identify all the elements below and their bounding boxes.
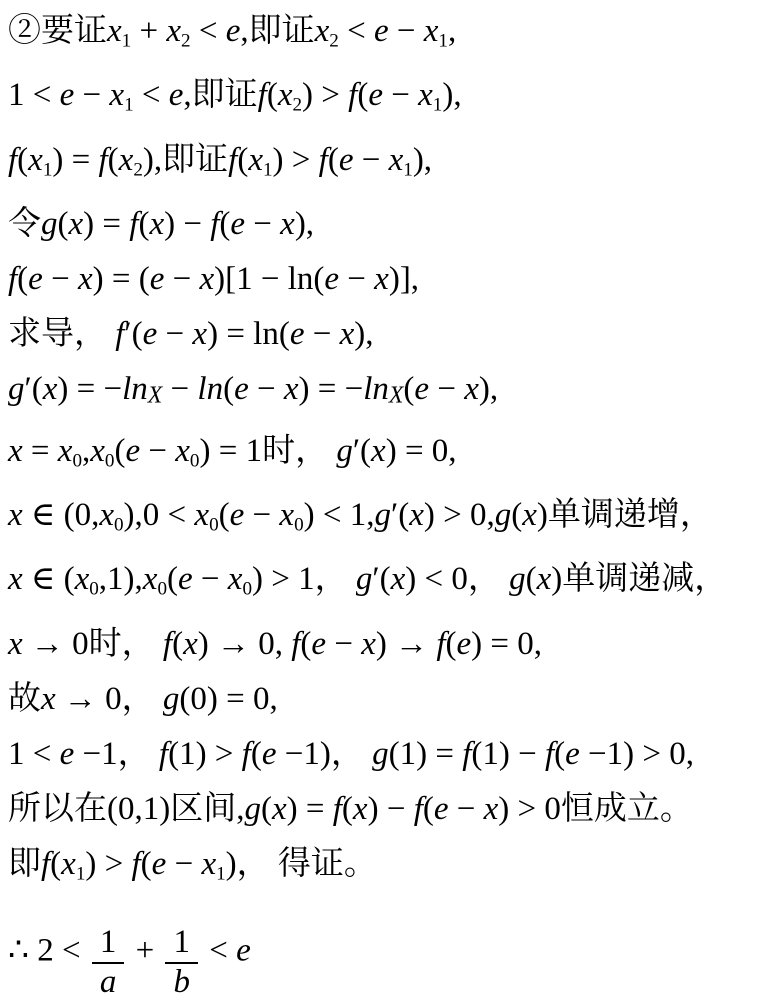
math-line <box>8 782 779 837</box>
math-segment: x <box>423 13 439 49</box>
math-segment: ), <box>294 206 315 243</box>
math-segment: − <box>140 432 176 469</box>
math-segment: − <box>157 316 193 353</box>
math-segment: x <box>418 77 433 114</box>
math-segment: ( <box>266 77 278 114</box>
math-segment: ) − <box>367 790 414 827</box>
math-segment: )], <box>388 261 420 298</box>
math-segment: 即 <box>8 845 41 882</box>
math-segment: − <box>326 625 362 662</box>
math-segment: ∈ (0, <box>22 496 100 533</box>
math-segment: e <box>28 261 43 298</box>
math-segment: x <box>68 206 84 243</box>
math-segment: 所以在(0,1)区间, <box>8 790 245 827</box>
math-segment: )， 得证。 <box>225 845 377 882</box>
math-segment: → 0时， <box>22 625 163 662</box>
math-segment: x <box>99 496 114 533</box>
math-segment: x <box>536 561 552 598</box>
fraction-numerator: 1 <box>165 925 198 964</box>
math-segment: x <box>522 496 537 533</box>
math-segment: (1) − <box>471 735 545 772</box>
math-segment: − <box>353 141 389 178</box>
math-segment: x <box>277 77 293 114</box>
math-segment: f <box>8 141 18 178</box>
math-segment: − <box>382 77 419 114</box>
math-segment: e <box>59 77 75 114</box>
math-lines-container <box>8 4 779 1000</box>
math-segment: f <box>98 141 108 178</box>
math-segment: 1 <box>75 862 86 884</box>
math-segment: e <box>338 141 354 178</box>
math-segment: ),即证 <box>142 141 229 178</box>
math-segment: ∴ 2 < <box>8 932 89 969</box>
math-line <box>8 197 779 252</box>
math-segment: f <box>241 735 251 772</box>
math-segment: x <box>464 371 479 408</box>
math-segment: x <box>361 625 376 662</box>
math-segment: ( <box>114 432 126 469</box>
math-segment: f <box>436 625 446 662</box>
math-segment: x <box>77 261 93 298</box>
math-segment: 0 <box>89 578 99 600</box>
math-segment: )单调递增， <box>536 496 713 533</box>
math-segment: f <box>210 206 220 243</box>
math-segment: x <box>352 790 368 827</box>
math-segment: e <box>230 206 246 243</box>
math-segment: ( <box>218 496 230 533</box>
math-segment: x <box>8 432 23 469</box>
math-segment: ) = 0, <box>471 625 543 662</box>
math-segment: ( <box>17 141 29 178</box>
math-segment: x <box>388 141 404 178</box>
math-segment: f <box>228 141 238 178</box>
math-segment: x <box>74 561 90 598</box>
math-segment: g <box>336 432 353 469</box>
math-segment: ) > <box>85 845 132 882</box>
math-segment: 1 < <box>8 77 60 114</box>
math-segment: ln <box>363 371 389 408</box>
math-segment: x <box>28 141 43 178</box>
math-segment: e <box>565 735 580 772</box>
math-segment: f <box>332 790 342 827</box>
math-segment: f <box>257 77 267 114</box>
math-segment: ( <box>357 77 369 114</box>
math-segment: − <box>429 371 465 408</box>
math-segment: ) = <box>52 141 99 178</box>
math-segment: = <box>22 432 58 469</box>
math-segment: ( <box>250 735 262 772</box>
math-segment: f <box>291 625 301 662</box>
math-segment: x <box>248 141 263 178</box>
math-segment: ( <box>525 561 537 598</box>
math-segment: − <box>245 206 281 243</box>
math-segment: < <box>133 77 169 114</box>
math-segment: x <box>339 316 355 353</box>
math-segment: 0 <box>209 514 219 536</box>
math-segment: ( <box>167 561 179 598</box>
math-segment: 2 <box>181 30 191 52</box>
math-segment: f <box>318 141 328 178</box>
math-segment: ②要证 <box>8 13 107 49</box>
math-segment: x <box>390 561 406 598</box>
math-segment: X <box>388 382 404 409</box>
math-segment: ( <box>57 206 69 243</box>
math-segment: x <box>149 206 165 243</box>
math-segment: ) = ln( <box>207 316 290 353</box>
math-segment: 1 <box>124 94 134 116</box>
math-segment: x <box>175 432 190 469</box>
math-segment: ( <box>554 735 566 772</box>
math-segment: − <box>164 261 200 298</box>
math-segment: f <box>8 261 18 298</box>
math-segment: f <box>158 735 169 772</box>
math-segment: g <box>509 561 526 598</box>
math-segment: f <box>462 735 472 772</box>
math-segment: x <box>41 680 56 717</box>
math-segment: + <box>127 932 163 969</box>
math-segment: ′( <box>372 561 391 598</box>
math-segment: ( <box>219 206 231 243</box>
math-segment: ), <box>442 77 462 114</box>
math-segment: ln <box>197 371 224 408</box>
math-segment: 0 <box>104 449 115 471</box>
math-segment: e <box>368 77 383 114</box>
math-segment: x <box>166 13 181 49</box>
math-segment: ) = − <box>57 371 123 408</box>
math-segment: f <box>544 735 555 772</box>
math-segment: 0 <box>113 514 124 536</box>
math-line <box>8 727 779 782</box>
math-segment: 1 < <box>8 735 60 772</box>
math-segment: e <box>261 735 277 772</box>
math-segment: x <box>483 790 499 827</box>
math-segment: ′( <box>352 432 372 469</box>
math-segment: ,即证 <box>240 13 315 49</box>
math-segment: −1)， <box>276 735 373 772</box>
math-segment: − <box>42 261 78 298</box>
math-segment: f <box>348 77 358 114</box>
math-segment: )[1 − ln( <box>214 261 325 298</box>
math-line <box>8 901 779 1000</box>
math-segment: f <box>131 845 141 882</box>
math-segment: x <box>109 77 125 114</box>
math-segment: e <box>236 932 251 969</box>
math-segment: x <box>183 625 198 662</box>
math-segment: ) = 1时， <box>199 432 337 469</box>
math-segment: 2 <box>292 94 303 116</box>
math-segment: ) = <box>83 206 130 243</box>
math-segment: e <box>324 261 340 298</box>
math-segment: g <box>8 371 25 408</box>
math-segment: ),0 < <box>123 496 195 533</box>
math-segment: ) − <box>164 206 211 243</box>
math-segment: g <box>494 496 512 533</box>
math-segment: 令 <box>8 206 41 243</box>
math-segment: 1 <box>403 159 413 181</box>
math-segment: ) > <box>272 141 319 178</box>
math-segment: − <box>74 77 110 114</box>
math-segment: (1) > <box>168 735 242 772</box>
math-segment: e <box>151 845 167 882</box>
math-line <box>8 252 779 307</box>
math-segment: ( <box>140 845 152 882</box>
math-line <box>8 307 779 362</box>
math-segment: ) > <box>302 77 349 114</box>
math-segment: (0) = 0, <box>179 680 278 717</box>
math-line <box>8 362 779 424</box>
math-segment: ′( <box>124 316 143 353</box>
math-segment: x <box>107 13 122 49</box>
math-segment: < <box>190 13 226 49</box>
math-segment: g <box>355 561 373 598</box>
math-segment: ), <box>354 316 374 353</box>
math-segment: 0 <box>294 514 304 536</box>
math-segment: 2 <box>329 30 339 52</box>
math-segment: ) < 0， <box>405 561 510 598</box>
math-segment: ln <box>122 371 148 408</box>
math-segment: x <box>279 496 295 533</box>
math-segment: 0 <box>157 578 168 600</box>
math-segment: x <box>227 561 243 598</box>
math-segment: 0 <box>242 578 253 600</box>
math-segment: → 0， <box>55 680 163 717</box>
math-segment: ( <box>403 371 415 408</box>
math-segment: ( <box>300 625 312 662</box>
fraction-denominator: a <box>99 963 117 1000</box>
math-segment: )单调递减， <box>551 561 728 598</box>
math-segment: e <box>373 13 389 49</box>
math-segment: f <box>162 625 173 662</box>
math-line <box>8 488 779 552</box>
math-segment: x <box>201 845 217 882</box>
math-segment: x <box>371 432 386 469</box>
math-segment: e <box>59 735 75 772</box>
math-segment: g <box>41 206 58 243</box>
fraction-numerator: 1 <box>92 925 125 964</box>
math-segment: g <box>244 790 261 827</box>
math-segment: e <box>414 371 430 408</box>
math-segment: e <box>168 77 184 114</box>
math-segment: g <box>372 735 389 772</box>
math-segment: , <box>82 432 91 469</box>
math-line <box>8 837 779 901</box>
math-segment: e <box>433 790 449 827</box>
math-segment: X <box>147 382 163 409</box>
math-segment: ) = 0, <box>385 432 457 469</box>
math-segment: ( <box>445 625 457 662</box>
math-segment: (1) = <box>388 735 463 772</box>
math-segment: e <box>142 316 158 353</box>
math-segment: x <box>8 625 23 662</box>
math-segment: − <box>339 261 375 298</box>
math-segment: ) = ( <box>92 261 150 298</box>
math-segment: − <box>388 13 424 49</box>
math-segment: ), <box>412 141 433 178</box>
math-segment: x <box>192 316 208 353</box>
math-segment: 故 <box>8 680 41 717</box>
math-segment: ( <box>260 790 272 827</box>
math-segment: x <box>374 261 389 298</box>
math-segment: ( <box>223 371 235 408</box>
math-segment: < <box>338 13 374 49</box>
math-segment: 1 <box>216 862 226 884</box>
math-line <box>8 68 779 132</box>
math-segment: f <box>41 845 51 882</box>
math-segment: 1 <box>42 159 53 181</box>
math-segment: e <box>225 13 241 49</box>
math-segment: 求导， <box>8 316 116 353</box>
math-segment: g <box>162 680 180 717</box>
math-segment: ′( <box>24 371 43 408</box>
math-segment: x <box>194 496 210 533</box>
math-segment: x <box>57 432 73 469</box>
math-segment: ( <box>172 625 184 662</box>
math-segment: e <box>149 261 165 298</box>
math-segment: x <box>314 13 330 49</box>
math-line <box>8 424 779 488</box>
math-segment: ) > 0, <box>423 496 495 533</box>
math-segment: e <box>125 432 141 469</box>
math-segment: x <box>118 141 134 178</box>
math-segment: 1 <box>262 159 273 181</box>
math-segment: ) > 0恒成立。 <box>498 790 693 827</box>
math-segment: ) > 1， <box>252 561 356 598</box>
math-segment: ) < 1, <box>303 496 375 533</box>
math-segment: x <box>409 496 424 533</box>
math-line <box>8 4 779 68</box>
math-segment: x <box>283 371 299 408</box>
math-segment: ( <box>17 261 29 298</box>
math-segment: ( <box>511 496 523 533</box>
math-segment: x <box>199 261 215 298</box>
fraction-denominator: b <box>173 963 190 1000</box>
math-segment: ′( <box>390 496 410 533</box>
math-segment: ( <box>50 845 62 882</box>
math-segment: x <box>42 371 58 408</box>
math-segment: x <box>271 790 287 827</box>
math-segment: ( <box>327 141 339 178</box>
math-segment: x <box>142 561 158 598</box>
math-segment: e <box>229 496 245 533</box>
math-segment: ∈ ( <box>22 561 75 598</box>
math-segment: − <box>304 316 340 353</box>
math-segment: f <box>413 790 423 827</box>
math-segment: f <box>129 206 139 243</box>
math-segment: + <box>131 13 167 49</box>
math-segment: − <box>244 496 280 533</box>
math-line <box>8 552 779 616</box>
math-segment: x <box>61 845 76 882</box>
math-segment: −1， <box>74 735 159 772</box>
math-segment: ( <box>237 141 249 178</box>
fraction <box>92 925 125 1000</box>
math-line <box>8 617 779 672</box>
math-segment: ,即证 <box>183 77 258 114</box>
math-line <box>8 133 779 197</box>
math-segment: − <box>166 845 202 882</box>
math-segment: 1 <box>438 30 448 52</box>
math-segment: ,1), <box>98 561 143 598</box>
math-segment: ( <box>107 141 119 178</box>
math-segment: − <box>192 561 228 598</box>
math-segment: e <box>178 561 193 598</box>
math-segment: f <box>115 316 125 353</box>
math-line <box>8 672 779 727</box>
math-segment: x <box>90 432 105 469</box>
math-segment: ), <box>478 371 499 408</box>
math-segment: − <box>162 371 198 408</box>
math-segment: x <box>8 561 23 598</box>
fraction <box>165 925 198 1000</box>
math-segment: ( <box>138 206 150 243</box>
math-segment: ( <box>422 790 434 827</box>
math-segment: x <box>280 206 295 243</box>
math-segment: − <box>248 371 284 408</box>
math-segment: 1 <box>121 30 132 52</box>
math-segment: ) = − <box>298 371 364 408</box>
math-segment: 0 <box>72 449 82 471</box>
math-segment: ) → 0, <box>197 625 292 662</box>
math-segment: e <box>311 625 327 662</box>
math-segment: e <box>456 625 472 662</box>
math-segment: − <box>448 790 484 827</box>
math-segment: ) → <box>375 625 437 662</box>
math-segment: ( <box>341 790 353 827</box>
math-segment: , <box>447 13 457 49</box>
math-segment: 1 <box>432 94 443 116</box>
math-segment: g <box>374 496 391 533</box>
math-segment: −1) > 0, <box>579 735 695 772</box>
math-segment: x <box>8 496 23 533</box>
math-segment: 2 <box>133 159 143 181</box>
math-segment: ) = <box>286 790 333 827</box>
math-segment: 0 <box>189 449 200 471</box>
math-segment: < <box>200 932 237 969</box>
math-segment: e <box>234 371 249 408</box>
math-segment: e <box>289 316 305 353</box>
